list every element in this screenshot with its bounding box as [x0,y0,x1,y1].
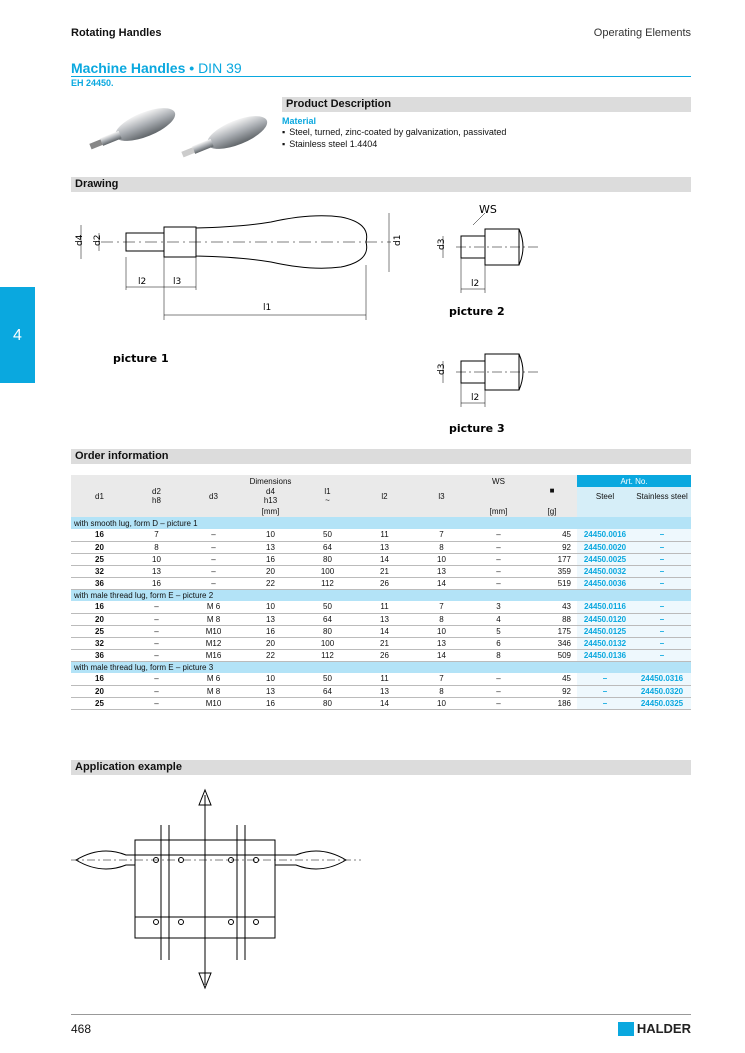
table-cell: – [128,685,185,697]
table-cell: 32 [71,637,128,649]
table-cell: 45 [527,673,577,685]
article-number-cell[interactable]: – [633,613,691,625]
article-number-cell[interactable]: 24450.0125 [577,625,633,637]
table-cell: 43 [527,601,577,613]
table-cell: 64 [299,685,356,697]
label-d1: d1 [393,234,403,246]
label-l2: l2 [138,277,147,287]
article-number-cell[interactable]: – [633,529,691,541]
table-cell: 10 [242,529,299,541]
table-cell: – [185,577,242,589]
table-cell: – [470,697,527,709]
table-cell: M10 [185,625,242,637]
table-cell: 16 [71,601,128,613]
table-cell: 8 [413,613,470,625]
table-cell: 7 [128,529,185,541]
table-cell: M 6 [185,601,242,613]
artno-header: Art. No. [577,475,691,487]
table-cell: 16 [128,577,185,589]
article-number-cell[interactable]: – [633,625,691,637]
table-cell: 80 [299,697,356,709]
article-number-cell[interactable]: – [633,577,691,589]
table-cell: 11 [356,601,413,613]
caption-picture-1: picture 1 [113,352,169,365]
material-item: ▪ Stainless steel 1.4404 [282,139,506,149]
group-label: with smooth lug, form D – picture 1 [71,517,691,529]
table-cell: – [470,529,527,541]
label-l3: l3 [173,277,182,287]
article-number-cell[interactable]: – [633,565,691,577]
table-cell: 64 [299,613,356,625]
table-cell: M 8 [185,685,242,697]
label-l1: l1 [263,303,272,313]
table-cell: 21 [356,565,413,577]
table-row [71,649,691,661]
table-cell: 45 [527,529,577,541]
table-cell: 20 [242,565,299,577]
table-cell: 8 [128,541,185,553]
table-cell: 10 [242,601,299,613]
table-cell: M10 [185,697,242,709]
table-cell: 13 [356,613,413,625]
material-label: Material [282,116,317,126]
table-cell: 112 [299,649,356,661]
table-cell: 100 [299,565,356,577]
table-cell: 186 [527,697,577,709]
table-cell: 26 [356,649,413,661]
product-code: EH 24450. [71,78,114,88]
product-photo [72,96,272,168]
table-cell: – [128,649,185,661]
table-cell: 112 [299,577,356,589]
article-number-cell[interactable]: 24450.0020 [577,541,633,553]
logo-icon [618,1022,634,1036]
table-cell: 21 [356,637,413,649]
table-cell: – [185,541,242,553]
table-cell: 22 [242,577,299,589]
table-cell: 13 [242,613,299,625]
table-cell: 519 [527,577,577,589]
table-cell: 16 [71,673,128,685]
table-cell: 13 [242,541,299,553]
table-cell: 11 [356,673,413,685]
table-cell: – [185,529,242,541]
table-cell: 14 [356,697,413,709]
col-steel: Steel [577,487,633,505]
article-number-cell[interactable]: 24450.0132 [577,637,633,649]
table-cell: – [185,565,242,577]
title-main: Machine Handles [71,60,186,76]
table-row [71,673,691,685]
table-cell: – [128,673,185,685]
table-cell: 50 [299,529,356,541]
table-row [71,625,691,637]
article-number-cell[interactable]: 24450.0325 [633,697,691,709]
article-number-cell[interactable]: 24450.0316 [633,673,691,685]
table-cell: – [470,553,527,565]
table-cell: 36 [71,649,128,661]
page-number: 468 [71,1022,92,1036]
table-cell: 20 [242,637,299,649]
table-cell: 13 [356,541,413,553]
table-cell: 13 [413,565,470,577]
unit-g: [g] [527,505,577,517]
table-cell: 8 [470,649,527,661]
article-number-cell[interactable]: – [633,553,691,565]
table-cell: 7 [413,529,470,541]
table-row [71,637,691,649]
table-cell: – [470,685,527,697]
col-l1: l1 ~ [299,487,356,505]
col-ws [470,487,527,505]
order-table [71,475,691,710]
table-cell: 88 [527,613,577,625]
table-cell: 25 [71,553,128,565]
table-row [71,565,691,577]
product-description-heading: Product Description [282,97,691,112]
article-number-cell[interactable]: – [633,637,691,649]
table-cell: 7 [413,601,470,613]
col-l3: l3 [413,487,470,505]
table-cell: 10 [413,697,470,709]
table-cell: 14 [413,649,470,661]
article-number-cell[interactable]: 24450.0320 [633,685,691,697]
table-cell: 509 [527,649,577,661]
table-cell: 50 [299,601,356,613]
col-d3: d3 [185,487,242,505]
col-d1: d1 [71,487,128,505]
table-cell: M16 [185,649,242,661]
table-cell: 32 [71,565,128,577]
table-row [71,577,691,589]
table-cell: 13 [128,565,185,577]
table-cell: 25 [71,697,128,709]
unit-mm: [mm] [71,505,470,517]
article-number-cell[interactable]: 24450.0032 [577,565,633,577]
table-cell: 4 [470,613,527,625]
table-row [71,697,691,709]
brand-logo [618,1021,691,1036]
table-cell: 80 [299,625,356,637]
title-rule [71,76,691,77]
group-row [71,661,691,673]
table-cell: 16 [71,529,128,541]
table-cell: 22 [242,649,299,661]
article-number-cell[interactable]: – [633,601,691,613]
table-cell: 13 [413,637,470,649]
table-cell: – [185,553,242,565]
table-cell: 8 [413,685,470,697]
table-cell: 20 [71,541,128,553]
table-row [71,529,691,541]
article-number-cell[interactable]: – [633,649,691,661]
table-cell: 7 [413,673,470,685]
label-d4: d4 [75,234,85,246]
table-cell: 50 [299,673,356,685]
table-cell: 13 [356,685,413,697]
application-drawing [71,785,371,995]
table-row [71,613,691,625]
label-ws: WS [479,203,497,216]
caption-picture-3: picture 3 [449,422,505,435]
table-cell: M 6 [185,673,242,685]
table-cell: 14 [356,625,413,637]
table-cell: 16 [242,553,299,565]
col-l2: l2 [356,487,413,505]
table-cell: 3 [470,601,527,613]
drawing-heading: Drawing [71,177,691,192]
footer-rule [71,1014,691,1015]
table-cell: 80 [299,553,356,565]
caption-picture-2: picture 2 [449,305,505,318]
col-d2: d2 h8 [128,487,185,505]
table-cell: 346 [527,637,577,649]
table-cell: – [470,541,527,553]
unit-mm-ws: [mm] [470,505,527,517]
table-cell: – [470,673,527,685]
material-list [282,127,506,151]
article-number-cell[interactable]: – [633,541,691,553]
table-cell: 92 [527,685,577,697]
table-cell: – [128,601,185,613]
table-cell: 26 [356,577,413,589]
table-cell: 14 [413,577,470,589]
table-cell: 10 [242,673,299,685]
table-cell: – [470,577,527,589]
table-cell: 14 [356,553,413,565]
article-number-cell[interactable]: 24450.0120 [577,613,633,625]
table-cell: 16 [242,625,299,637]
group-label: with male thread lug, form E – picture 2 [71,589,691,601]
table-cell: 175 [527,625,577,637]
table-cell: 6 [470,637,527,649]
table-cell: 13 [242,685,299,697]
table-row [71,601,691,613]
ws-header: WS [470,475,527,487]
table-cell: 11 [356,529,413,541]
brand-name: HALDER [636,1021,691,1036]
header-section: Rotating Handles [71,27,162,39]
label-l2-p2: l2 [471,279,480,289]
article-number-cell[interactable]: 24450.0136 [577,649,633,661]
material-item: ▪ Steel, turned, zinc-coated by galvanization, passivated [282,127,506,137]
table-cell: 25 [71,625,128,637]
table-row [71,685,691,697]
table-cell: 92 [527,541,577,553]
dimensions-header: Dimensions [71,475,470,487]
table-cell: – [128,637,185,649]
title-separator: • [189,60,195,76]
label-l2-p3: l2 [471,393,480,403]
article-number-cell[interactable]: 24450.0036 [577,577,633,589]
label-d3-p3: d3 [437,363,447,375]
table-cell: M12 [185,637,242,649]
table-cell: 359 [527,565,577,577]
header-category: Operating Elements [593,27,691,39]
table-cell: 10 [413,625,470,637]
page-title [71,60,242,76]
table-cell: 20 [71,613,128,625]
order-information-heading: Order information [71,449,691,464]
application-example-heading: Application example [71,760,691,775]
article-number-cell[interactable]: – [577,697,633,709]
table-cell: 10 [413,553,470,565]
group-label: with male thread lug, form E – picture 3 [71,661,691,673]
table-cell: 100 [299,637,356,649]
table-cell: 5 [470,625,527,637]
table-cell: 8 [413,541,470,553]
article-number-cell[interactable]: – [577,685,633,697]
article-number-cell[interactable]: 24450.0116 [577,601,633,613]
article-number-cell[interactable]: 24450.0025 [577,553,633,565]
group-row [71,589,691,601]
weight-icon: ■ [527,475,577,505]
table-cell: 64 [299,541,356,553]
table-row [71,553,691,565]
table-row [71,541,691,553]
label-d3-p2: d3 [437,238,447,250]
table-cell: 16 [242,697,299,709]
col-stainless: Stainless steel [633,487,691,505]
group-row [71,517,691,529]
table-cell: – [128,613,185,625]
table-cell: 20 [71,685,128,697]
technical-drawing [71,195,691,445]
table-cell: 36 [71,577,128,589]
col-d4: d4 h13 [242,487,299,505]
chapter-tab[interactable]: 4 [0,287,35,383]
table-cell: 177 [527,553,577,565]
table-cell: – [128,697,185,709]
article-number-cell[interactable]: – [577,673,633,685]
table-cell: – [470,565,527,577]
article-number-cell[interactable]: 24450.0016 [577,529,633,541]
table-cell: 10 [128,553,185,565]
table-cell: M 8 [185,613,242,625]
table-cell: – [128,625,185,637]
title-din: DIN 39 [198,60,242,76]
label-d2: d2 [93,234,103,246]
